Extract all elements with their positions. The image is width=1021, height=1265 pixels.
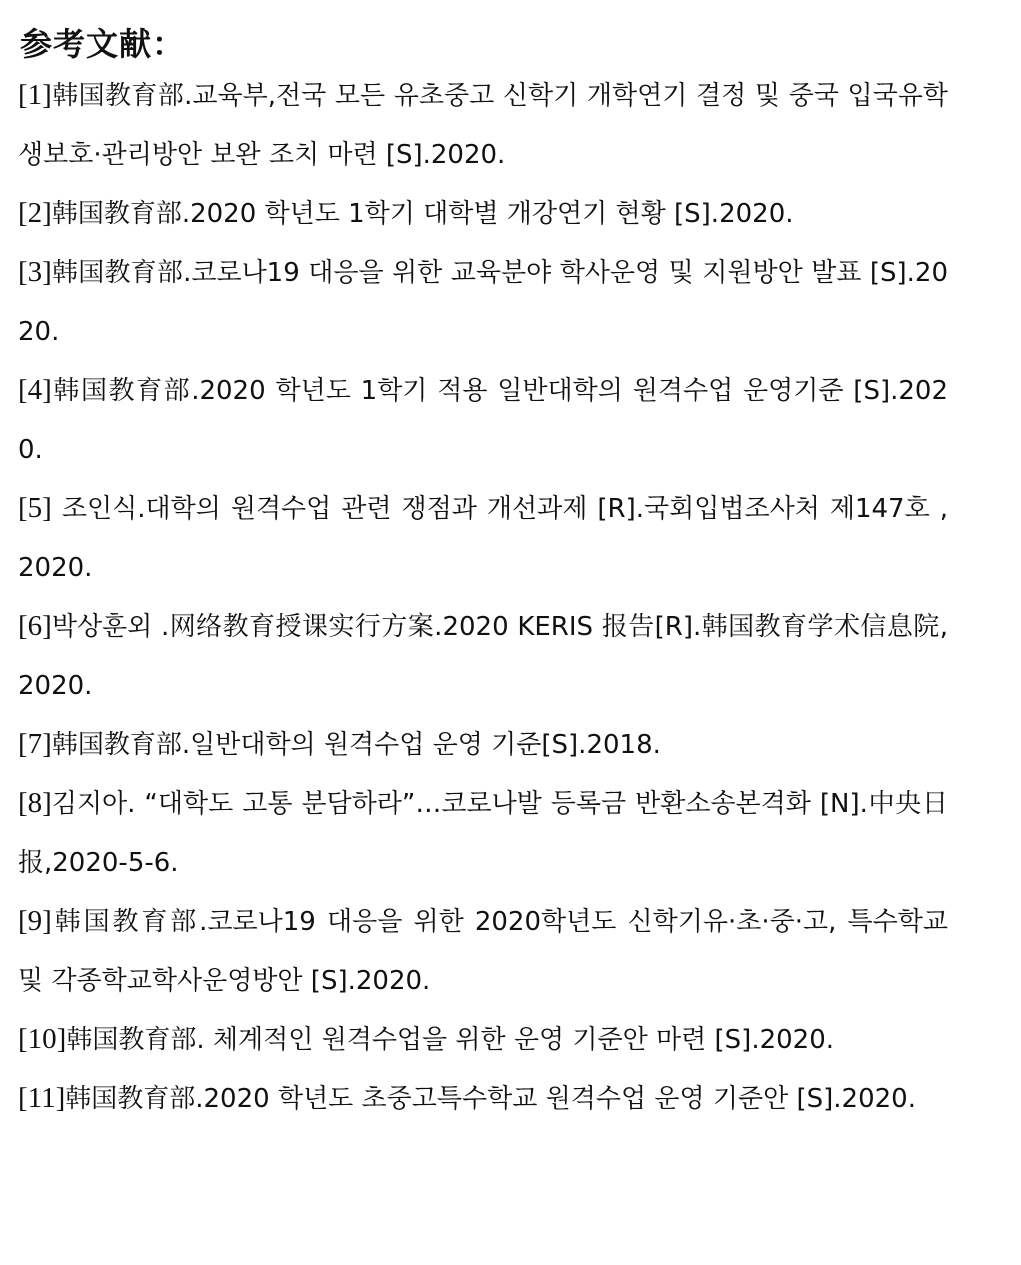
reference-item [18, 361, 948, 479]
reference-number: [11] [18, 1082, 66, 1114]
references-heading: 参考文献： [20, 25, 186, 63]
reference-number: [6] [18, 610, 52, 642]
reference-item [18, 479, 948, 597]
reference-number: [3] [18, 256, 52, 288]
reference-item [18, 1069, 948, 1128]
reference-text: 韩国教育部.2020 학년도 1학기 대학별 개강연기 현황 [S].2020. [51, 199, 794, 229]
reference-text: 韩国教育部.코로나19 대응을 위한 2020학년도 신학기유·초·중·고, 특수학교 및 각종학교학사운영방안 [S].2020. [18, 907, 948, 996]
reference-item [18, 184, 948, 243]
reference-item [18, 66, 948, 184]
reference-text: 韩国教育部.코로나19 대응을 위한 교육분야 학사운영 및 지원방안 발표 [S].2020. [18, 258, 948, 347]
reference-text: 韩国教育部.2020 학년도 1학기 적용 일반대학의 원격수업 운영기준 [S].2020. [18, 376, 948, 465]
reference-item [18, 1010, 948, 1069]
reference-number: [9] [18, 905, 52, 937]
reference-item [18, 715, 948, 774]
reference-item [18, 774, 948, 892]
reference-number: [10] [18, 1023, 67, 1055]
reference-text: 박상훈외 .网络教育授课实行方案.2020 KERIS 报告[R].韩国教育学术信息院,2020. [18, 612, 948, 701]
reference-number: [1] [18, 79, 52, 111]
reference-number: [4] [18, 374, 52, 406]
reference-text: 韩国教育部.2020 학년도 초중고특수학교 원격수업 운영 기준안 [S].2020. [65, 1084, 916, 1114]
references-page [18, 22, 948, 1128]
reference-item [18, 892, 948, 1010]
reference-text: 韩国教育部. 체계적인 원격수업을 위한 운영 기준안 마련 [S].2020. [66, 1025, 835, 1055]
reference-text: 김지아. “대학도 고통 분담하라”…코로나발 등록금 반환소송본격화 [N].中央日报,2020-5-6. [18, 789, 948, 878]
reference-number: [8] [18, 787, 52, 819]
reference-number: [5] [18, 492, 52, 524]
reference-item [18, 243, 948, 361]
reference-number: [7] [18, 728, 52, 760]
reference-text: 조인식.대학의 원격수업 관련 쟁점과 개선과제 [R].국회입법조사처 제147호 ,2020. [18, 494, 948, 583]
reference-item [18, 597, 948, 715]
reference-number: [2] [18, 197, 52, 229]
reference-text: 韩国教育部.일반대학의 원격수업 운영 기준[S].2018. [51, 730, 661, 760]
reference-text: 韩国教育部.교육부,전국 모든 유초중고 신학기 개학연기 결정 및 중국 입국유학생보호·관리방안 보완 조치 마련 [S].2020. [18, 81, 948, 170]
reference-list [18, 66, 948, 1128]
